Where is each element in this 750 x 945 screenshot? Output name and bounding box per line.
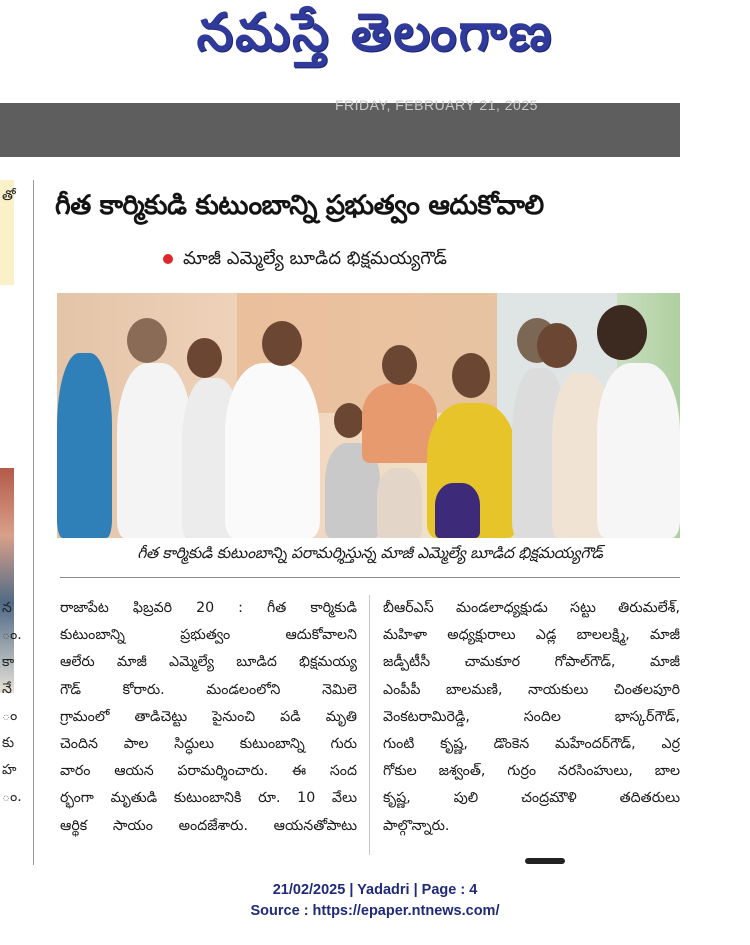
page-footer [0, 880, 750, 922]
masthead [0, 0, 750, 100]
article-photo [57, 293, 680, 538]
person-head [382, 345, 417, 385]
body-line: కృష్ణ, పులి చంద్రమౌళి తదితరులు [383, 790, 680, 807]
adjacent-fragment: కు [2, 735, 15, 751]
issue-date: FRIDAY, FEBRUARY 21, 2025 [335, 97, 538, 113]
footer-source-link[interactable]: Source : https://epaper.ntnews.com/ [250, 903, 500, 919]
body-line: బీఆర్ఎస్ మండలాధ్యక్షుడు సట్టు తిరుమలేశ్, [383, 600, 680, 616]
body-line: ఎంపీపీ బాలమణి, నాయకులు చింతలపూరి [383, 681, 680, 698]
body-line: జడ్పీటీసీ చామకూర గోపాల్‌గౌడ్, మాజీ [383, 654, 680, 671]
body-line: గ్రామంలో తాడిచెట్టు పైనుంచి పడి మృతి [60, 708, 357, 725]
body-line: వెంకటరామిరెడ్డి, సందిల భాస్కర్‌గౌడ్, [383, 708, 680, 725]
date-bar [0, 97, 680, 157]
next-article-fragment [525, 858, 565, 864]
body-line: వారం ఆయన పరామర్శించారు. ఈ సంద [60, 763, 357, 780]
person-figure [57, 353, 112, 538]
body-line: పాల్గొన్నారు. [383, 817, 450, 834]
subhead-text: మాజీ ఎమ్మెల్యే బూడిద భిక్షమయ్యగౌడ్ [183, 248, 447, 269]
body-line: ఆలేరు మాజీ ఎమ్మెల్యే బూడిద భిక్షమయ్య [60, 654, 357, 671]
footer-edition-info: 21/02/2025 | Yadadri | Page : 4 [272, 882, 478, 898]
newspaper-logo: నమస్తే తెలంగాణ [196, 2, 554, 63]
person-figure [225, 363, 320, 538]
person-head [597, 305, 647, 360]
person-figure [597, 363, 680, 538]
person-figure [362, 383, 437, 463]
body-line: గుంటి కృష్ణ, డొంకెన మహేందర్‌గౌడ్, ఎర్ర [383, 736, 680, 753]
adjacent-fragment: తో [2, 188, 16, 204]
body-line: ర్భంగా మృతుడి కుటుంబానికి రూ. 10 వేలు [60, 790, 357, 807]
adjacent-fragment: నే [2, 681, 12, 697]
article-subhead [163, 248, 447, 273]
caption-divider [60, 577, 680, 578]
article-column-right [383, 595, 680, 840]
adjacent-article-strip [0, 180, 22, 860]
adjacent-fragment: ం. [2, 789, 22, 805]
adjacent-fragment: న [2, 600, 12, 616]
body-line: గౌడ్ కోరారు. మండలంలోని నెమిలె [60, 681, 357, 698]
article-headline: గీత కార్మికుడి కుటుంబాన్ని ప్రభుత్వం ఆదుకోవాలి [55, 190, 544, 221]
bullet-icon [163, 254, 173, 264]
person-head [127, 318, 167, 363]
person-head [262, 321, 302, 366]
photo-caption: గీత కార్మికుడి కుటుంబాన్ని పరామర్శిస్తున్న మాజీ ఎమ్మెల్యే బూడిద భిక్షమయ్యగౌడ్ [137, 544, 603, 562]
person-head [452, 353, 490, 398]
body-line: రాజాపేట ఫిబ్రవరి 20 : గీత కార్మికుడి [60, 600, 357, 616]
body-line: గోకుల జశ్వంత్, గుర్రం నరసింహులు, బాల [383, 763, 680, 780]
person-figure [117, 363, 192, 538]
person-head [334, 403, 364, 438]
adjacent-fragment: హ [2, 762, 17, 778]
person-figure [377, 468, 422, 538]
person-head [537, 323, 577, 368]
person-head [187, 338, 222, 378]
adjacent-fragment: కా [2, 654, 15, 670]
column-divider [33, 180, 34, 865]
body-line: చెందిన పాల సిద్ధులు కుటుంబాన్ని గురు [60, 736, 357, 753]
article-column-left [60, 595, 357, 840]
adjacent-fragment: ం. [2, 627, 22, 643]
column-divider [369, 595, 370, 855]
body-line: మహిళా అధ్యక్షురాలు ఎడ్ల బాలలక్ష్మి, మాజీ [383, 627, 680, 644]
person-figure [435, 483, 480, 538]
adjacent-fragment: ం [2, 708, 18, 724]
body-line: ఆర్థిక సాయం అందజేశారు. ఆయనతోపాటు [60, 817, 357, 834]
body-line: కుటుంబాన్ని ప్రభుత్వం ఆదుకోవాలని [60, 627, 357, 644]
